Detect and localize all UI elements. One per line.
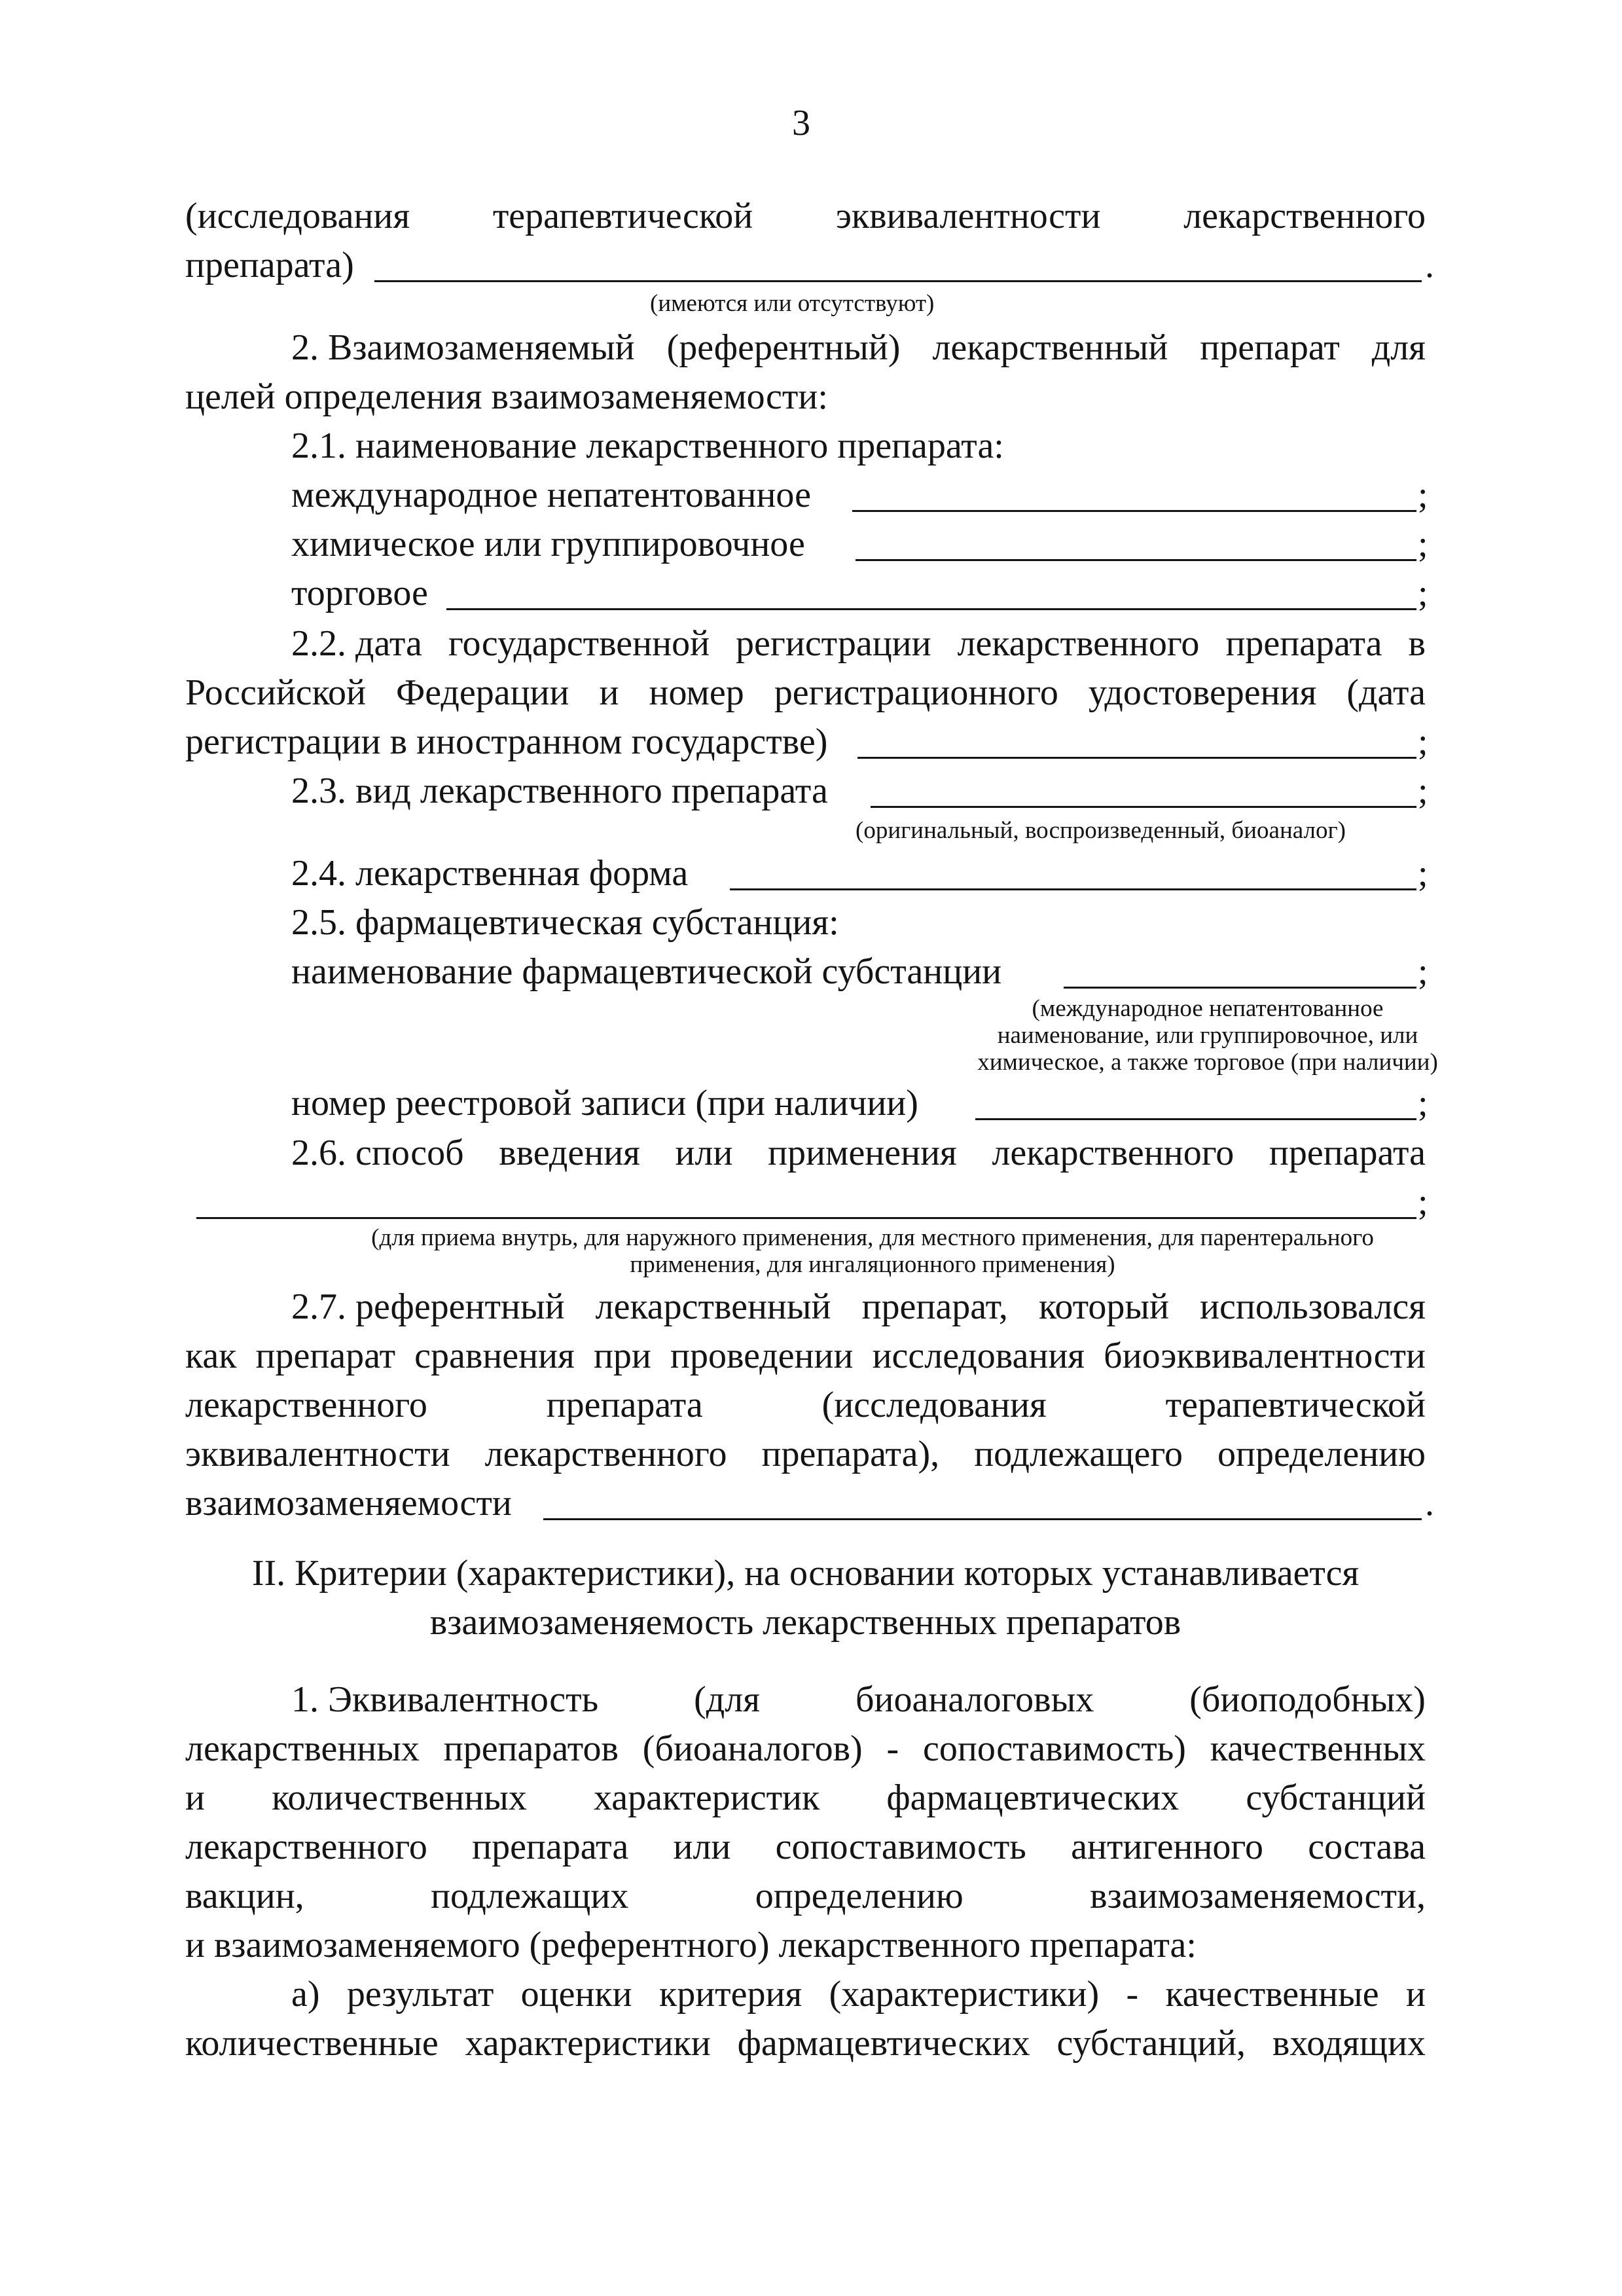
- word: и: [185, 1777, 205, 1818]
- word: лекарственного: [957, 623, 1200, 664]
- section-heading-line-1: II. Критерии (характеристики), на основании которых устанавливается: [251, 1553, 1360, 1594]
- word: для: [1371, 327, 1426, 368]
- line-14: 2.5. фармацевтическая субстанция:: [291, 902, 839, 943]
- word: как: [185, 1336, 237, 1376]
- para-line-4: [185, 1829, 1426, 1865]
- label-inn: международное непатентованное: [291, 475, 811, 515]
- word: номер: [649, 672, 744, 713]
- fill-line-registry-number[interactable]: [975, 1118, 1416, 1120]
- semicolon: ;: [1418, 1182, 1428, 1222]
- line-17: [291, 1135, 1426, 1171]
- page-number: 3: [792, 103, 810, 143]
- word: препарата: [1225, 623, 1382, 664]
- word: биоэквивалентности: [1104, 1336, 1426, 1376]
- word: лекарственного: [185, 1827, 427, 1867]
- fill-line-chemical[interactable]: [856, 559, 1416, 561]
- line-21: [185, 1387, 1426, 1423]
- word: 2. Взаимозаменяемый: [291, 327, 635, 368]
- word: (биоаналогов): [642, 1728, 863, 1769]
- word: 2.6. способ: [291, 1133, 464, 1173]
- line-3: [291, 329, 1426, 366]
- word: лекарственного: [1183, 196, 1426, 236]
- hint-present-absent: (имеются или отсутствуют): [650, 290, 935, 317]
- semicolon: ;: [1418, 573, 1428, 613]
- word: характеристики: [465, 2023, 711, 2064]
- word: терапевтической: [1165, 1385, 1426, 1425]
- section-heading-line-2: взаимозаменяемость лекарственных препаратов: [429, 1602, 1181, 1643]
- line-2-end: .: [1425, 245, 1434, 285]
- word: введения: [499, 1133, 640, 1173]
- line-22: [185, 1436, 1426, 1472]
- word: препаратов: [443, 1728, 619, 1769]
- label-substance-name: наименование фармацевтической субстанции: [291, 951, 1002, 992]
- word: взаимозаменяемости,: [1090, 1876, 1426, 1916]
- para-line-8: [185, 2025, 1426, 2062]
- line-10: [185, 674, 1426, 711]
- label-registry-number: номер реестровой записи (при наличии): [291, 1083, 918, 1123]
- word: (для: [694, 1679, 760, 1720]
- word: 2.7. референтный: [291, 1286, 565, 1327]
- word: (исследования: [821, 1385, 1047, 1425]
- word: -: [886, 1728, 899, 1769]
- word: применения: [768, 1133, 957, 1173]
- word: подлежащего: [974, 1434, 1183, 1474]
- word: который: [1039, 1286, 1169, 1327]
- word: сопоставимость): [923, 1728, 1186, 1769]
- word: эквивалентности: [835, 196, 1101, 236]
- word: субстанций,: [1056, 2023, 1246, 2064]
- hint-substance-2: наименование, или группировочное, или: [997, 1022, 1418, 1049]
- semicolon: ;: [1418, 771, 1428, 811]
- para-line-5: [185, 1878, 1426, 1914]
- word: лекарственных: [185, 1728, 420, 1769]
- word: (биоподобных): [1189, 1679, 1426, 1720]
- label-drug-kind: 2.3. вид лекарственного препарата: [291, 771, 828, 811]
- word: Федерации: [396, 672, 569, 713]
- word: при: [593, 1336, 651, 1376]
- word: оценки: [520, 1974, 632, 2014]
- word: использовался: [1200, 1286, 1426, 1327]
- word: терапевтической: [492, 196, 753, 236]
- hint-route-1: (для приема внутрь, для наружного применения, для местного применения, для парентерального: [371, 1224, 1374, 1251]
- word: лекарственный: [595, 1286, 831, 1327]
- semicolon: ;: [1418, 1083, 1428, 1123]
- semicolon: ;: [1418, 721, 1428, 762]
- word: регистрации: [736, 623, 931, 664]
- line-1: [185, 198, 1426, 234]
- word: сопоставимость: [775, 1827, 1026, 1867]
- para-line-6: и взаимозаменяемого (референтного) лекарственного препарата:: [185, 1925, 1197, 1965]
- word: и: [1405, 1974, 1426, 2014]
- para-line-1: [291, 1681, 1426, 1718]
- word: препарат: [1200, 327, 1340, 368]
- word: или: [675, 1133, 733, 1173]
- word: вакцин,: [185, 1876, 304, 1916]
- word: 1. Эквивалентность: [291, 1679, 599, 1720]
- word: препарата: [472, 1827, 629, 1867]
- fill-line-substance-name[interactable]: [1064, 987, 1416, 989]
- word: (исследования: [185, 196, 410, 236]
- para-line-2: [185, 1730, 1426, 1767]
- word: результат: [346, 1974, 494, 2014]
- word: регистрационного: [774, 672, 1058, 713]
- word: сравнения: [414, 1336, 575, 1376]
- word: характеристик: [593, 1777, 820, 1818]
- word: -: [1126, 1974, 1139, 2014]
- word: проведении: [670, 1336, 854, 1376]
- word: биоаналоговых: [856, 1679, 1094, 1720]
- word: эквивалентности: [185, 1434, 450, 1474]
- line-4: целей определения взаимозаменяемости:: [185, 376, 828, 417]
- word: исследования: [872, 1336, 1085, 1376]
- word: (характеристики): [829, 1974, 1100, 2014]
- word: Российской: [185, 672, 366, 713]
- word: лекарственного: [185, 1385, 427, 1425]
- word: государственной: [448, 623, 710, 664]
- word: в: [1408, 623, 1426, 664]
- semicolon: ;: [1418, 951, 1428, 992]
- line-20: [185, 1338, 1426, 1374]
- word: субстанций: [1246, 1777, 1426, 1818]
- word: критерия: [658, 1974, 802, 2014]
- fill-line-reference-drug[interactable]: [543, 1518, 1422, 1520]
- word: 2.2. дата: [291, 623, 422, 664]
- word: (референтный): [666, 327, 901, 368]
- hint-substance-3: химическое, а также торговое (при наличии): [977, 1049, 1438, 1076]
- line-5: 2.1. наименование лекарственного препарата:: [291, 426, 1004, 466]
- line-2-label: препарата): [185, 245, 354, 285]
- word: или: [673, 1827, 731, 1867]
- semicolon: ;: [1418, 853, 1428, 894]
- word: количественные: [185, 2023, 439, 2064]
- para-line-7: [291, 1976, 1426, 2013]
- word: качественные: [1165, 1974, 1379, 2014]
- line-9: [291, 625, 1426, 662]
- word: препарат: [255, 1336, 396, 1376]
- hint-drug-kind: (оригинальный, воспроизведенный, биоаналог): [856, 817, 1346, 844]
- fill-line-registration[interactable]: [857, 757, 1416, 759]
- word: состава: [1308, 1827, 1426, 1867]
- fill-line-dosage-form[interactable]: [730, 888, 1416, 890]
- word: препарат,: [861, 1286, 1008, 1327]
- word: количественных: [272, 1777, 527, 1818]
- word: определению: [1217, 1434, 1426, 1474]
- word: лекарственного: [484, 1434, 727, 1474]
- word: фармацевтических: [886, 1777, 1180, 1818]
- fill-line-inn[interactable]: [852, 510, 1416, 512]
- word: удостоверения: [1088, 672, 1317, 713]
- hint-substance-1: (международное непатентованное: [1032, 995, 1384, 1022]
- word: препарата: [546, 1385, 703, 1425]
- semicolon: ;: [1418, 475, 1428, 515]
- fill-line-trade[interactable]: [446, 608, 1416, 610]
- word: определению: [755, 1876, 964, 1916]
- label-dosage-form: 2.4. лекарственная форма: [291, 853, 689, 894]
- label-chemical: химическое или группировочное: [291, 524, 805, 564]
- label-interchangeability: взаимозаменяемости: [185, 1483, 512, 1523]
- word: препарата),: [761, 1434, 940, 1474]
- word: а): [291, 1974, 320, 2014]
- word: лекарственного: [992, 1133, 1235, 1173]
- fill-line-therapeutic-equivalence[interactable]: [374, 280, 1422, 282]
- word: препарата: [1269, 1133, 1426, 1173]
- semicolon: ;: [1418, 524, 1428, 564]
- word: (дата: [1346, 672, 1426, 713]
- word: антигенного: [1071, 1827, 1263, 1867]
- hint-route-2: применения, для ингаляционного применения): [630, 1251, 1115, 1278]
- label-trade: торговое: [291, 573, 428, 613]
- line-23-end: .: [1425, 1483, 1434, 1523]
- line-19: [291, 1288, 1426, 1325]
- fill-line-route[interactable]: [196, 1217, 1416, 1219]
- word: качественных: [1210, 1728, 1426, 1769]
- word: входящих: [1272, 2023, 1426, 2064]
- word: и: [599, 672, 619, 713]
- word: фармацевтических: [737, 2023, 1030, 2064]
- fill-line-drug-kind[interactable]: [871, 806, 1416, 808]
- word: лекарственный: [932, 327, 1168, 368]
- label-registration: регистрации в иностранном государстве): [185, 721, 828, 762]
- para-line-3: [185, 1779, 1426, 1816]
- word: подлежащих: [431, 1876, 629, 1916]
